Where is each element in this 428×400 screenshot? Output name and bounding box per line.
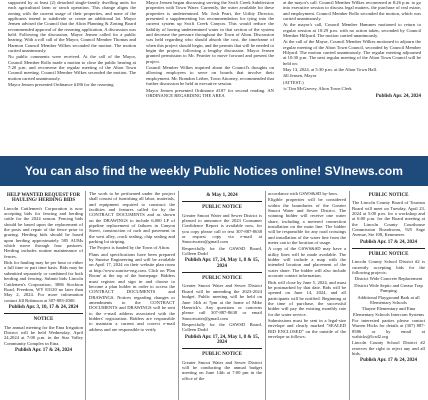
paragraph: The Project is funded by the Town of Afton. bbox=[89, 245, 171, 251]
publish-date: Publish Apr. 17 & 24, 2024 bbox=[360, 358, 417, 364]
minutes-column-1 bbox=[8, 0, 136, 89]
project-item: Thayne Elementary and Etna Elementary Schools Intercom Systems bbox=[352, 306, 425, 317]
mayor-signature: Jill Jensen, Mayor bbox=[283, 73, 317, 79]
notices-column-4 bbox=[268, 191, 346, 340]
paragraph: The work to be performed under the project shall consist of furnishing all labor, materials, and equipment required to construct the facilities and features called for by the CONTRACT DOCUMENTS and as shown on the DRAWINGS to include 6,000 LF of pipeline replacement of failures in Canyon Street, construction of curb and pavement in the west alley, crack sealing, chip sealing and parking lot striping. bbox=[89, 191, 175, 245]
paragraph: accordance with GSWS&SD by-laws. bbox=[268, 191, 339, 196]
notice-divider bbox=[182, 201, 262, 202]
paragraph: Respectfully for the GSWSD Board, Colleen Dodd bbox=[182, 321, 262, 333]
column-divider bbox=[265, 191, 266, 400]
meeting-minutes-section bbox=[0, 0, 428, 155]
notice-heading: NOTICE bbox=[33, 317, 54, 323]
notice-heading: HELP WANTED REQUEST FOR HAULING/ HERDING BIDS bbox=[6, 193, 81, 204]
paragraph: Greater Smoot Water and Sewer District will be conducting the annual budget meeting on June 14th at 7:00 pm in the office of the bbox=[182, 359, 262, 381]
paragraph: Submissions must be sent in a legal-size envelope and clearly marked "SEALED BID ENCLOSED" on the outside of the envelope as follows: bbox=[268, 317, 346, 339]
paragraph: For interested parties please contact Warren Hicks for details at (307) 887-8586 or by email at wahicks@lcsd2.org bbox=[352, 317, 425, 339]
minutes-column-2 bbox=[146, 0, 274, 99]
paragraph: At the call of the Mayor, Council Member Wilkes motioned to adjourn the regular meeting of the Alton Town Council, seconded by Council Member Hilyard. The motion carried unanimously. The regular meeting adjourned at 10:30 p.m. The next regular meeting of the Alton Town Council will be held on: bbox=[283, 39, 421, 66]
meeting-date: May 13, 2024, at 5:30 p.m. at the Alton Town Hall. bbox=[283, 67, 378, 73]
online-notices-banner bbox=[0, 156, 428, 186]
paragraph: Plans and specifications have been prepared by Sunrise Engineering and will be available on April 17, 2024 on their website plan room at http://www.sunrise-eng.com. Click on 'Plan Room' at the top of the homepage. Bidders must register and sign in and choose to become a plan holder in order to access the CONTRACT DOCUMENTS and DRAWINGS. Notices regarding changes or amendments to the CONTRACT DOCUMENTS and DRAWINGS will be sent to the e-mail address associated with the bidders' registration. Bidders are responsible to maintain a current and correct e-mail address and are responsible to verify bbox=[89, 251, 175, 332]
paragraph: Lincoln County School District #2 is currently accepting bids for the following projects: bbox=[352, 259, 425, 276]
notice-heading: PUBLIC NOTICE bbox=[202, 276, 242, 282]
publish-date: Publish Apr. 24, 2024 bbox=[375, 93, 421, 99]
project-item: District Wide Concrete Replacement bbox=[354, 276, 423, 282]
paragraph: The annual meeting for the Etna Irrigation District will be held Wednesday, April 24,2024 at 7:00 p.m. in the Star Valley Community Complex in Etna. bbox=[4, 324, 83, 346]
clerk-signature: /s/ Tim McGarvey, Alton Town Clerk bbox=[283, 86, 352, 92]
paragraph: Bids will close by June 5, 2024, and must be postmarked by that date. Bids will be opened on June 14, 2024, and all participants will be notified. Beginning at the time of purchase, the successful bidder will pay the existing monthly rate for the water service. bbox=[268, 279, 346, 317]
paragraph: Council Member Wilkes inquired about the Council's thoughts on allowing employees to serve on boards that involve their employment. Mr. Brandon Leiber, Town Attorney, recommended that further discussion be held in executive session. bbox=[146, 65, 274, 87]
notices-column-3 bbox=[182, 191, 262, 382]
paragraph: Bids for hauling may be per hour or either a full time or part time basis. Bids may be submitted separately or combined for both herding and fencing. Submit bids Lincoln Cattlemen's Corporation, 3886 Stockton Road, Freedom, WY 83120 no later than May 2, 2024. For more information contact Jill Robinson at 307-883-2000. bbox=[4, 260, 83, 303]
paragraph: supported by at least (2) detached single-family dwelling units for each agricultural farm or ranch operation. This change aligns the zoning with the current usage of their properties, and none of the applicants intend to subdivide or create an additional lot. Mayor Jensen advised the Council that the Alton Planning & Zoning Board recommended approval of the rezoning application. A discussion was held. Following the discussion, Mayor Jensen called for a public hearing. With a roll call of the Mayor, Council Member Thomas and Harmon Council Member Wilkes seconded the motion. The motion carried unanimously. bbox=[8, 0, 136, 54]
column-divider bbox=[349, 191, 350, 400]
publish-date: Publish Apr. 17, 24, May 1, 8 & 15, 2024 bbox=[184, 334, 260, 345]
paragraph: at the mayor's call. Council Member Wilkes reconvened at 8:26 p.m. to go into executive session to discuss legal matters, the purchase of real estate, and employment. Council Member Rollo seconded the motion, which was carried unanimously. bbox=[283, 0, 421, 22]
paragraph: At the mayor's call, Council Member Hammes motioned to return to regular session at 10:29 p.m. with no action taken, seconded by Council Member Hillyard. The motion carried unanimously. bbox=[283, 22, 421, 39]
notice-heading: PUBLIC NOTICE bbox=[368, 252, 409, 258]
paragraph: Mayor Jensen presented Ordinance #186 for the rezoning bbox=[8, 82, 114, 88]
project-item: Additional Playground Bark at all Elementary Schools bbox=[357, 294, 420, 305]
paragraph: Lincoln Cattlemen's Corporation is now accepting bids for fencing and herding cattle for the 2024 season. Fencing bids should be based upon the replacement of the posts and repair of the fence prior to grazing. Herding bids should be based upon herding approximately 585 AUMs which move through four pastures. Herding includes routine maintenance of fences. bbox=[4, 205, 83, 259]
paragraph: Greater Smoot Water and Sewer District Board will be amending the 2023-2024 budget. Public meeting will be held on June 14th at 7pm at the home of Mike Hamrick's. Any questions or concerns please call 307-887-8638 or email Smootwater@gmail.com bbox=[182, 283, 262, 321]
paragraph: Respectfully for the GSWSD Board, Colleen Dodd bbox=[182, 245, 262, 257]
notices-column-1 bbox=[4, 191, 83, 356]
paragraph: Eligible properties will be considered within the boundaries of the Greater Smoot Water and Sewer District. The winning bidder will receive one water share, including a metered connection installation on the main line. The bidder will be responsible for any road crossings and installation of the water line from the meter can to the location of usage. bbox=[268, 197, 346, 246]
publish-date: Publish Apr. 17, 24, May 1, 8 & 15, 2024 bbox=[184, 258, 260, 269]
paragraph: Mayor Jensen began discussing serving the Swift Creek Subdivision properties with Town Water. Currently, the water available for these properties is undetermined. Mr. Josh Peart, the Utility Director, presented a supplementing his recommendation for tying into the current system up Swift Creek Canyon. This would reduce the liability of having undetermined water in that section of the system and decrease the pressure throughout the Town of Alton. Discussion was held regarding who should absorb the cost, the timeframe of when this project should begin, and the permits that will be needed to begin the project, following a lengthy discussion. Mayor Jensen granted permission to Mr. Peartier to move forward and present the project. bbox=[146, 0, 274, 64]
notice-heading: PUBLIC NOTICE bbox=[202, 205, 242, 211]
notice-heading: PUBLIC NOTICE bbox=[368, 193, 409, 198]
notice-divider bbox=[352, 248, 425, 249]
publish-date: Publish Apr. 3, 10, 17 & 24, 2024 bbox=[8, 304, 79, 310]
notice-divider bbox=[182, 272, 262, 273]
paragraph: Mayor Jensen presented Ordinance #187 for second reading. AN ORDINANCE REGARDING THE AREA bbox=[146, 87, 274, 98]
public-notices-section bbox=[0, 191, 428, 400]
publish-date: Publish Apr. 17 & 24, 2024 bbox=[360, 239, 417, 245]
notice-heading: PUBLIC NOTICE bbox=[202, 352, 242, 358]
paragraph: The Lincoln County Board of Tourism Board will meet on Tuesday, April 23, 2024 at 5:00 p.m. for a workshop and at 6:00 p.m. for the Board meeting at the Lincoln County Courthouse Commission Boardroom, 925 Sage Avenue, Ste 108, Kemmerer. bbox=[352, 200, 425, 238]
notices-column-2 bbox=[89, 191, 175, 333]
column-divider bbox=[178, 191, 179, 400]
attest-label: (ATTEST:) bbox=[283, 79, 304, 85]
project-item: District Wide Septic and Grease Trap Pumping bbox=[354, 282, 423, 294]
notice-divider bbox=[4, 313, 83, 314]
column-divider bbox=[85, 191, 86, 400]
paragraph: Lincoln County School District #2 reserves the right to reject any and all bids. bbox=[352, 340, 425, 356]
notice-divider bbox=[182, 348, 262, 349]
notices-column-5 bbox=[352, 191, 425, 367]
minutes-column-3 bbox=[283, 0, 421, 102]
banner-text: You can also find the weekly Public Notices online! SVInews.com bbox=[24, 164, 404, 178]
paragraph: A copy of the GSWS&SD may have a utility lines will be made available. The bidder will include a map with the intended location and placement of the water share. The bidder will also include accurate contact information. bbox=[268, 246, 346, 279]
publish-date: Publish Apr. 17 & 24, 2024 bbox=[15, 347, 72, 353]
publish-date: & May 1, 2024 bbox=[206, 193, 238, 198]
paragraph: Greater Smoot Water and Sewer District is pleased to announce the 2023 Consumer Confidence Report is available now, for you copy please call or text 307-887-8638 or request copy via e-mail at Smootwater@gmail.com bbox=[182, 212, 262, 245]
paragraph: No public comments were received. At the call of the Mayor, Council Member Rollo made a motion to close the public hearing at 7:20 p.m. and reconvene the regular meeting of the Alton Town Council meeting. Council Member Wilkes seconded the motion. The motion carried unanimously. bbox=[8, 54, 136, 81]
